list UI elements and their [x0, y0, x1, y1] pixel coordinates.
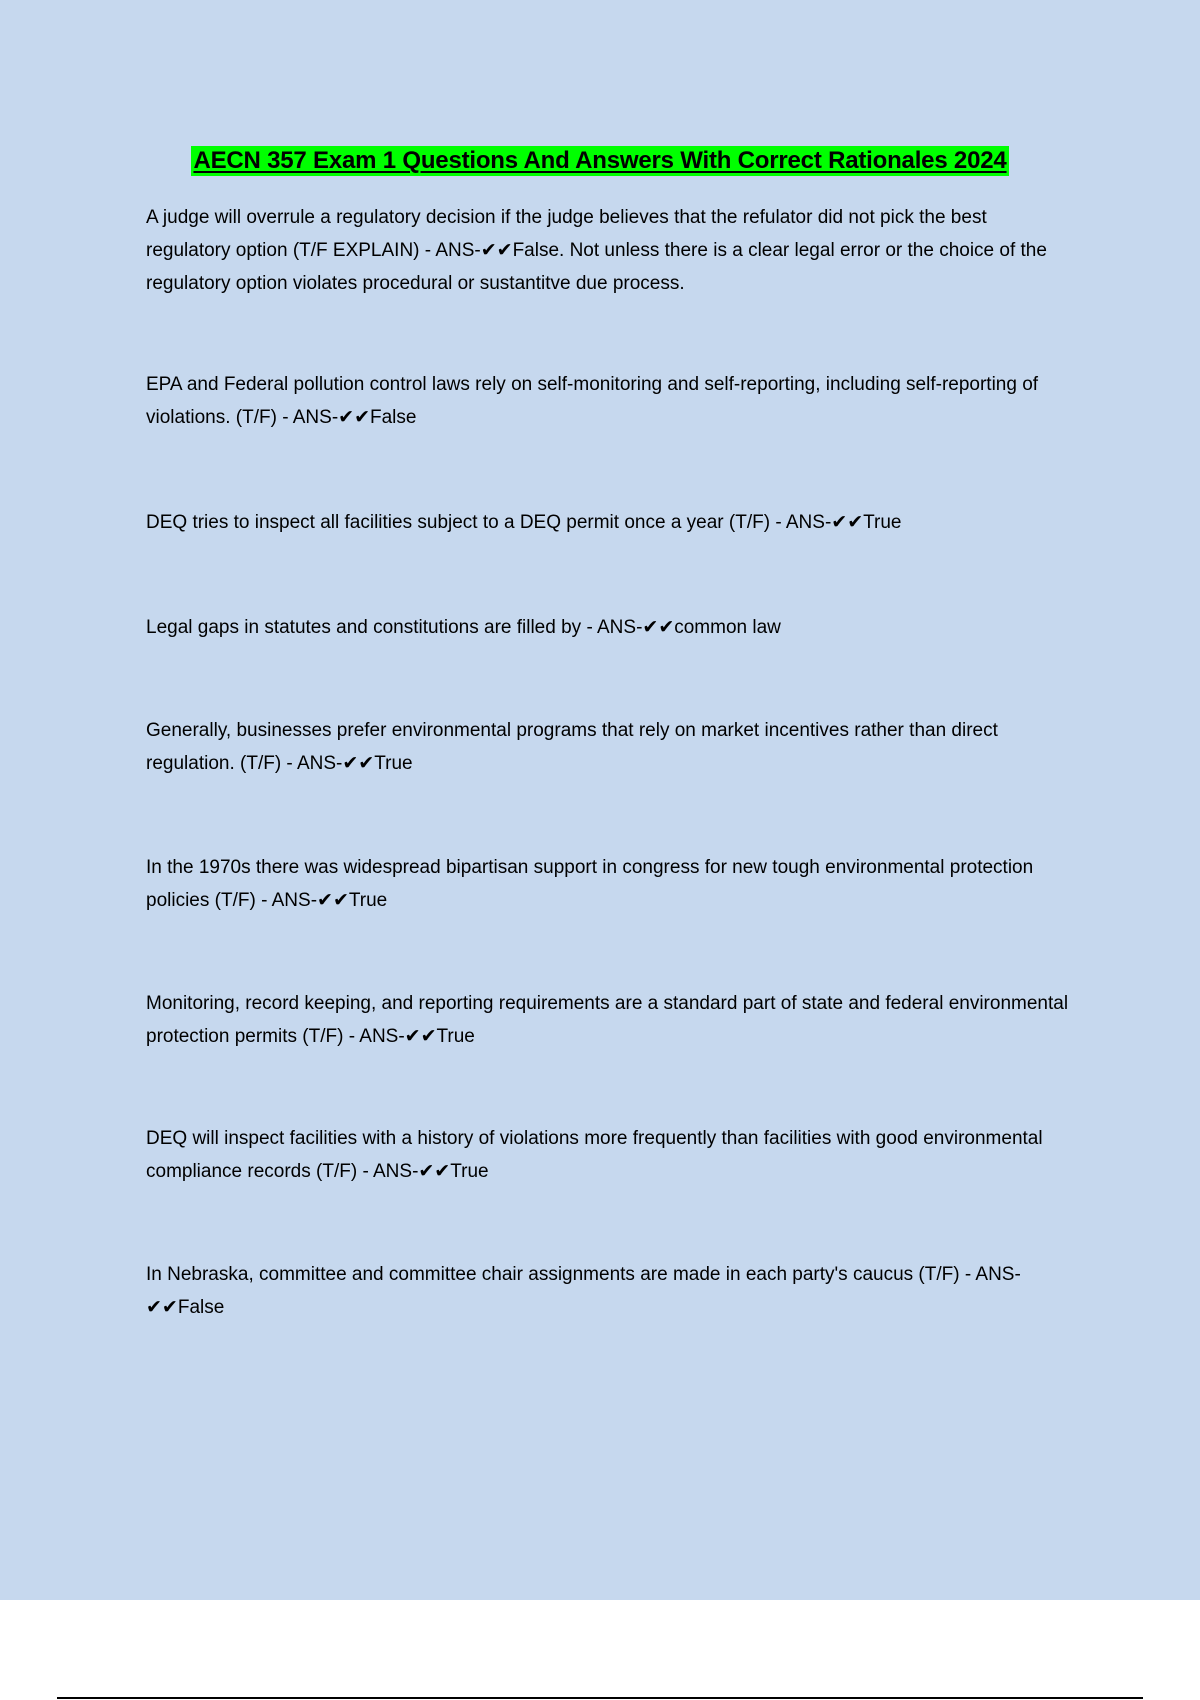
- qa-item-1: A judge will overrule a regulatory decision if the judge believes that the refulator did not pick the best regulatory option (T/F EXPLAIN) - ANS-✔✔False. Not unless there is a clear legal error or the choice of the regulatory option violates procedural or sustantitve due process.: [146, 207, 1047, 294]
- qa-item-8: DEQ will inspect facilities with a history of violations more frequently than facilities with good environmental compliance records (T/F) - ANS-✔✔True: [146, 1128, 1043, 1182]
- qa-item-4: Legal gaps in statutes and constitutions are filled by - ANS-✔✔common law: [146, 617, 781, 638]
- qa-item-3: DEQ tries to inspect all facilities subject to a DEQ permit once a year (T/F) - ANS-✔✔True: [146, 512, 902, 533]
- qa-item-5: Generally, businesses prefer environmental programs that rely on market incentives rather than direct regulation. (T/F) - ANS-✔✔True: [146, 720, 998, 774]
- footer-divider: [57, 1697, 1143, 1699]
- qa-item-2: EPA and Federal pollution control laws rely on self-monitoring and self-reporting, including self-reporting of violations. (T/F) - ANS-✔✔False: [146, 374, 1039, 428]
- qa-item-9: In Nebraska, committee and committee chair assignments are made in each party's caucus (T/F) - ANS-✔✔False: [146, 1264, 1021, 1318]
- document-title: AECN 357 Exam 1 Questions And Answers With Correct Rationales 2024: [193, 147, 1007, 174]
- title-container: [0, 146, 1200, 176]
- qa-item-7: Monitoring, record keeping, and reporting requirements are a standard part of state and federal environmental protection permits (T/F) - ANS-✔✔True: [146, 993, 1069, 1047]
- qa-item-6: In the 1970s there was widespread bipartisan support in congress for new tough environmental protection policies (T/F) - ANS-✔✔True: [146, 857, 1034, 911]
